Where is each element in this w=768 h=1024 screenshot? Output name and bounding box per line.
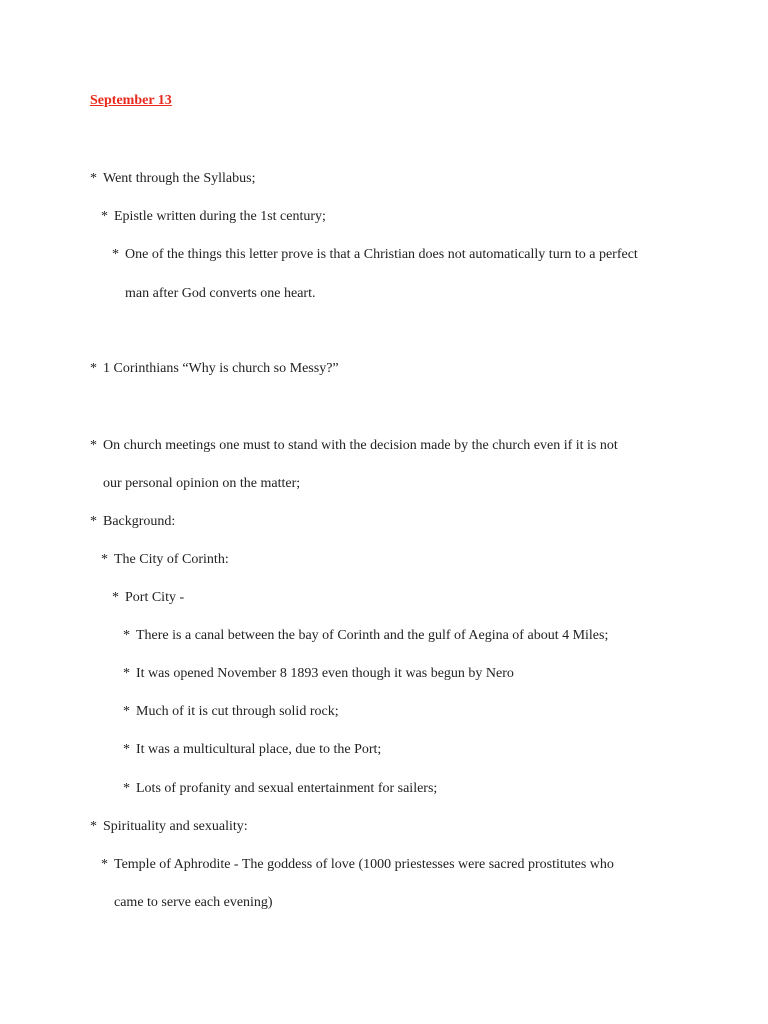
bullet-marker: * bbox=[90, 514, 97, 529]
list-item bbox=[90, 360, 339, 378]
list-item bbox=[123, 780, 437, 798]
list-item bbox=[112, 246, 638, 264]
bullet-marker: * bbox=[123, 704, 130, 719]
bullet-marker: * bbox=[90, 361, 97, 376]
list-item-text: There is a canal between the bay of Corinth and the gulf of Aegina of about 4 Miles; bbox=[136, 628, 609, 643]
list-item-continuation bbox=[125, 285, 315, 303]
bullet-marker: * bbox=[101, 552, 108, 567]
list-item-text: It was a multicultural place, due to the Port; bbox=[136, 742, 382, 757]
bullet-marker: * bbox=[123, 742, 130, 757]
list-item bbox=[123, 665, 514, 683]
bullet-marker: * bbox=[90, 438, 97, 453]
bullet-marker: * bbox=[101, 209, 108, 224]
list-item-text: our personal opinion on the matter; bbox=[103, 476, 301, 491]
list-item-text: Epistle written during the 1st century; bbox=[114, 209, 326, 224]
list-item bbox=[123, 741, 381, 759]
list-item-text: It was opened November 8 1893 even though it was begun by Nero bbox=[136, 666, 514, 681]
bullet-marker: * bbox=[90, 171, 97, 186]
list-item bbox=[90, 513, 175, 531]
list-item-text: came to serve each evening) bbox=[114, 895, 273, 910]
bullet-marker: * bbox=[90, 819, 97, 834]
list-item bbox=[90, 437, 618, 455]
list-item-text: Temple of Aphrodite - The goddess of love (1000 priestesses were sacred prostitutes who bbox=[114, 857, 614, 872]
bullet-marker: * bbox=[112, 247, 119, 262]
list-item-text: One of the things this letter prove is that a Christian does not automatically turn to a perfect bbox=[125, 247, 638, 262]
bullet-marker: * bbox=[123, 628, 130, 643]
page-title: September 13 bbox=[90, 93, 172, 108]
list-item bbox=[101, 856, 614, 874]
list-item-text: Lots of profanity and sexual entertainment for sailers; bbox=[136, 781, 438, 796]
bullet-marker: * bbox=[123, 666, 130, 681]
list-item-text: Went through the Syllabus; bbox=[103, 171, 256, 186]
list-item-text: Port City - bbox=[125, 590, 185, 605]
list-item-text: 1 Corinthians “Why is church so Messy?” bbox=[103, 361, 339, 376]
list-item-text: man after God converts one heart. bbox=[125, 286, 316, 301]
list-item-text: The City of Corinth: bbox=[114, 552, 229, 567]
list-item bbox=[101, 208, 326, 226]
list-item-text: Background: bbox=[103, 514, 176, 529]
list-item bbox=[112, 589, 184, 607]
list-item bbox=[90, 818, 248, 836]
bullet-marker: * bbox=[101, 857, 108, 872]
list-item bbox=[123, 703, 339, 721]
list-item-text: Spirituality and sexuality: bbox=[103, 819, 248, 834]
list-item-continuation bbox=[103, 475, 300, 493]
list-item bbox=[90, 170, 255, 188]
list-item-text: On church meetings one must to stand with the decision made by the church even if it is not bbox=[103, 438, 618, 453]
bullet-marker: * bbox=[123, 781, 130, 796]
bullet-marker: * bbox=[112, 590, 119, 605]
list-item bbox=[101, 551, 229, 569]
list-item bbox=[123, 627, 608, 645]
list-item-text: Much of it is cut through solid rock; bbox=[136, 704, 339, 719]
list-item-continuation bbox=[114, 894, 273, 912]
